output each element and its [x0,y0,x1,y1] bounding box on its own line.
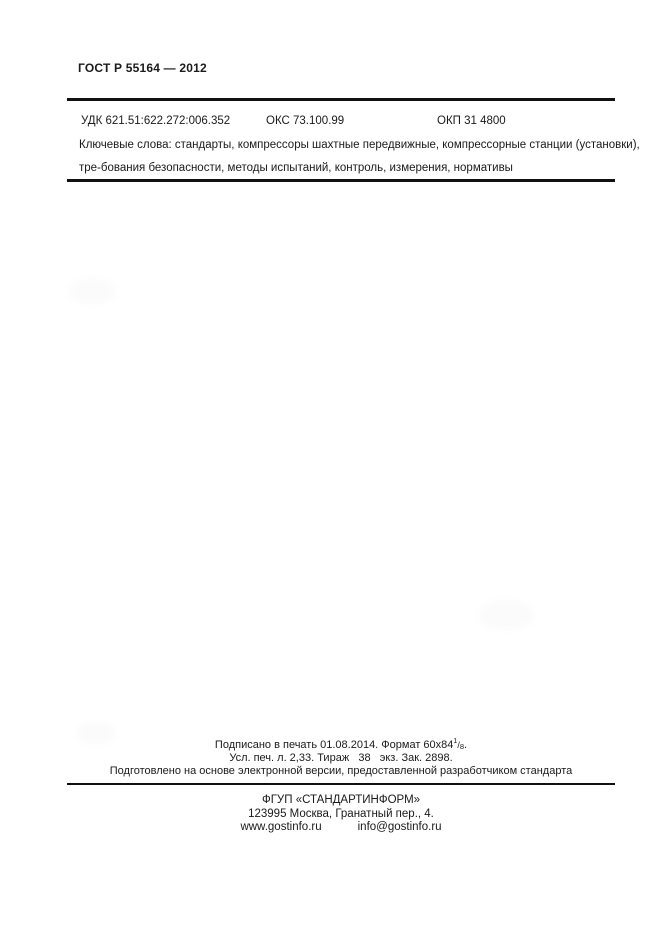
keywords-line-1: Ключевые слова: стандарты, компрессоры шахтные передвижные, компрессорные станции (установки), [79,139,640,151]
imprint-print-run-line: Усл. печ. л. 2,33. Тираж 38 экз. Зак. 2898. [229,751,453,764]
publisher-name: ФГУП «СТАНДАРТИНФОРМ» [261,794,421,806]
format-fraction-numerator: 1 [453,738,458,746]
publisher-block [67,794,615,835]
format-fraction-denominator: 8 [459,742,464,751]
keywords-bottom-rule [67,179,615,182]
scan-artifact [68,278,116,304]
imprint-signed-line [67,739,615,752]
doc-number: ГОСТ Р 55164 — 2012 [78,61,207,75]
keywords-line-2: тре-бования безопасности, методы испытаний, контроль, измерения, нормативы [79,162,513,174]
publisher-address: 123995 Москва, Гранатный пер., 4. [248,807,434,820]
header-rule [67,98,615,101]
publisher-contacts [67,821,615,835]
keywords-block [79,134,640,180]
oks-code: ОКС 73.100.99 [266,115,345,127]
publisher-website: www.gostinfo.ru [240,821,322,834]
imprint-prepared-line: Подготовлено на основе электронной версии, предоставленной разработчиком стандарта [109,764,573,777]
imprint-bottom-rule [67,783,615,785]
scan-artifact [478,600,534,630]
okp-code: ОКП 31 4800 [437,115,506,127]
classification-row [0,115,661,129]
udk-code: УДК 621.51:622.272:006.352 [81,115,231,127]
publisher-email: info@gostinfo.ru [357,821,442,834]
format-fraction-slash: / [457,740,460,750]
imprint-signed-end: . [464,739,468,751]
imprint-signed-text: Подписано в печать 01.08.2014. Формат 60х84 [214,739,454,751]
imprint-block [67,739,615,778]
